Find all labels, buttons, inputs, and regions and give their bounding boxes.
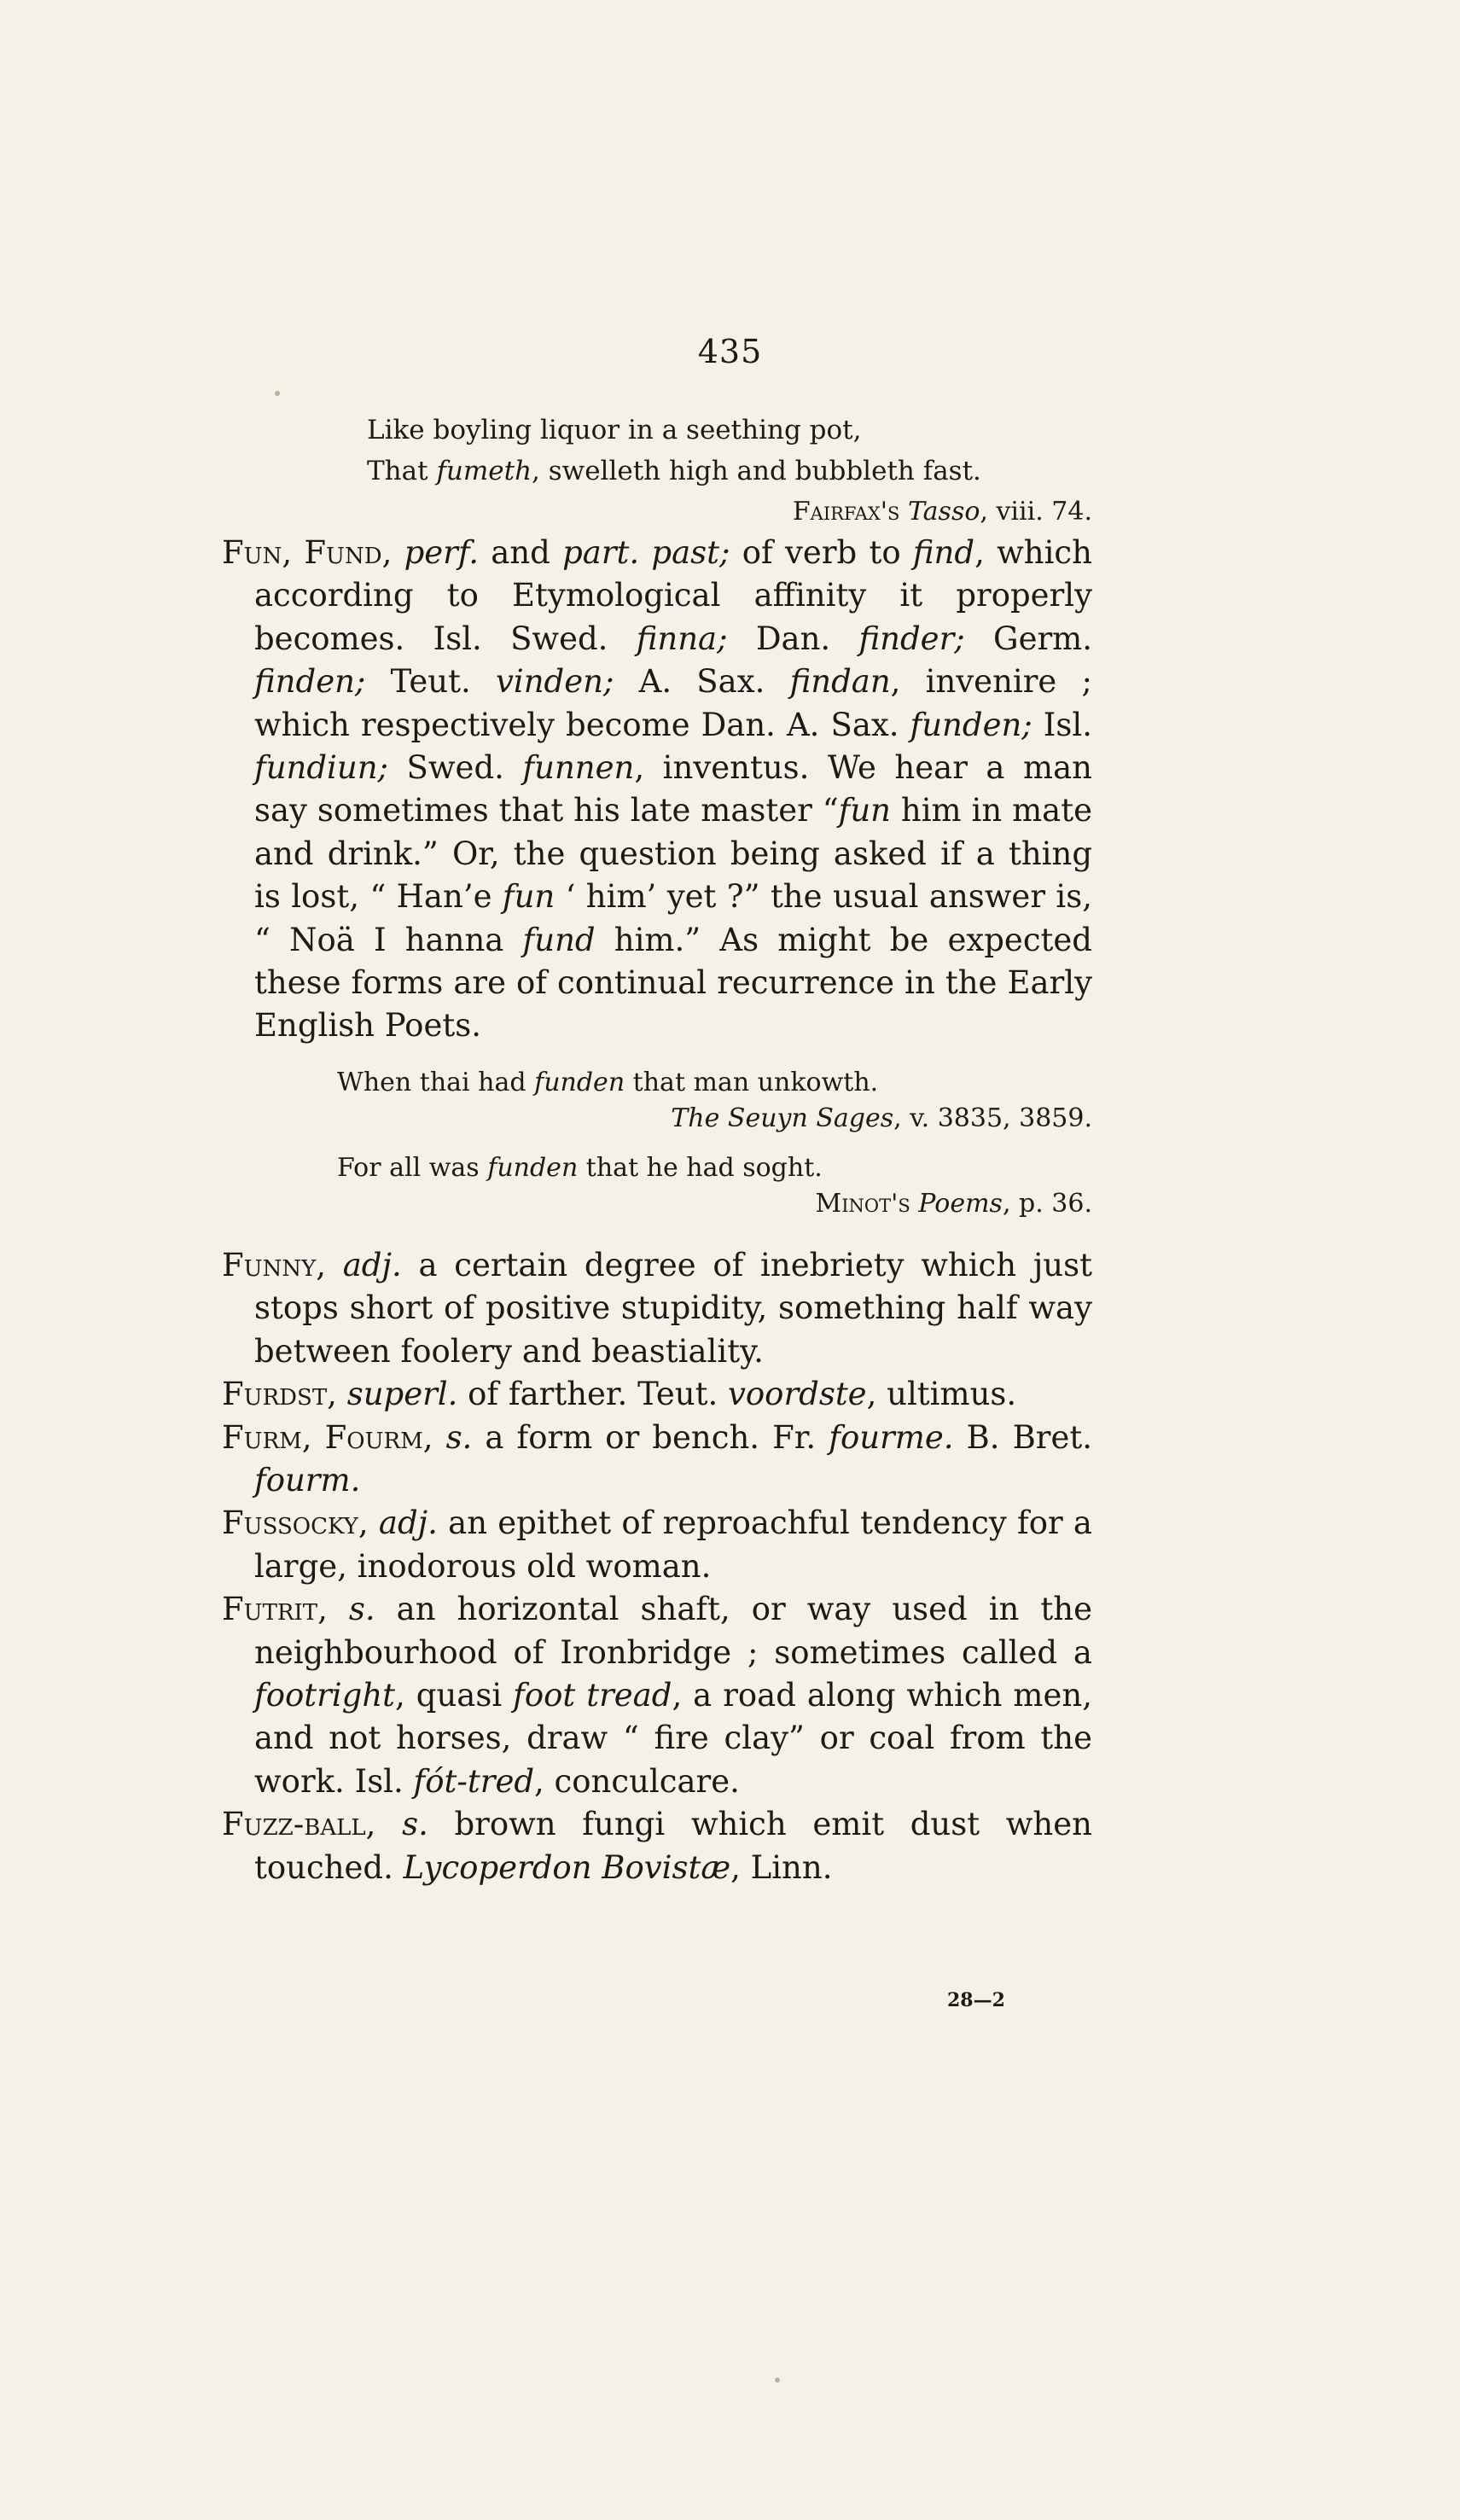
entry-fuzz-ball: Fuzz-ball, s. brown fungi which emit dust when touched. Lycoperdon Bovistæ, Linn.	[222, 1806, 1092, 1886]
page-number: 435	[697, 333, 763, 370]
headword: Furdst	[222, 1376, 328, 1413]
quote-line: That fumeth, swelleth high and bubbleth fast.	[367, 456, 981, 486]
entry-fussocky: Fussocky, adj. an epithet of reproachful tendency for a large, inodorous old woman.	[222, 1504, 1092, 1585]
dictionary-entries	[222, 532, 1092, 1889]
entry-futrit: Futrit, s. an horizontal shaft, or way used in the neighbourhood of Ironbridge ; sometimes called a footright, quasi foot tread, a road along which men, and not horses, draw “ fire clay” or coal from the work. Isl. fót-tred, conculcare.	[222, 1591, 1092, 1800]
headword: Fun	[222, 534, 282, 571]
headword: Fussocky	[222, 1504, 358, 1542]
headword: Funny	[222, 1246, 317, 1283]
entry-furdst: Furdst, superl. of farther. Teut. voordste, ultimus.	[222, 1376, 1017, 1413]
headword: Fuzz-ball	[222, 1806, 366, 1843]
paper-speck	[775, 2377, 780, 2383]
headword: Fund	[304, 534, 382, 571]
quote-line: When thai had funden that man unkowth.	[337, 1067, 879, 1097]
quote-source: Minot's Poems, p. 36.	[815, 1188, 1092, 1219]
entry-funny: Funny, adj. a certain degree of inebriety which just stops short of positive stupidity, something half way between foolery and beastiality.	[222, 1246, 1092, 1370]
entry-furm: Furm, Fourm, s. a form or bench. Fr. fourme. B. Bret. fourm.	[222, 1418, 1092, 1499]
headword: Futrit	[222, 1591, 318, 1628]
quote-line: Like boyling liquor in a seething pot,	[367, 415, 862, 445]
quote-source: Fairfax's Tasso, viii. 74.	[792, 497, 1092, 527]
quote-line: For all was funden that he had soght.	[337, 1152, 823, 1183]
opening-quote	[367, 410, 1092, 533]
quote-source: The Seuyn Sages, v. 3835, 3859.	[671, 1103, 1092, 1133]
entry-fun: Fun, Fund, perf. and part. past; of verb to find, which according to Etymological affinity it properly becomes. Isl. Swed. finna; Dan. finder; Germ. finden; Teut. vinden; A. Sax. findan, invenire ; which respectively become Dan. A. Sax. funden; Isl. fundiun; Swed. funnen, inventus. We hear a man say sometimes that his late master “fun him in mate and drink.” Or, the question being asked if a thing is lost, “ Han’e fun ‘ him’ yet ?” the usual answer is, “ Noä I hanna fund him.” As might be expected these forms are of continual recurrence in the Early English Poets.	[222, 534, 1093, 1045]
inner-quote	[222, 1065, 1092, 1137]
inner-quote	[222, 1150, 1092, 1222]
headword: Furm	[222, 1418, 302, 1456]
headword: Fourm	[324, 1418, 423, 1456]
signature-mark: 28—2	[947, 1989, 1005, 2011]
paper-speck	[275, 391, 280, 396]
